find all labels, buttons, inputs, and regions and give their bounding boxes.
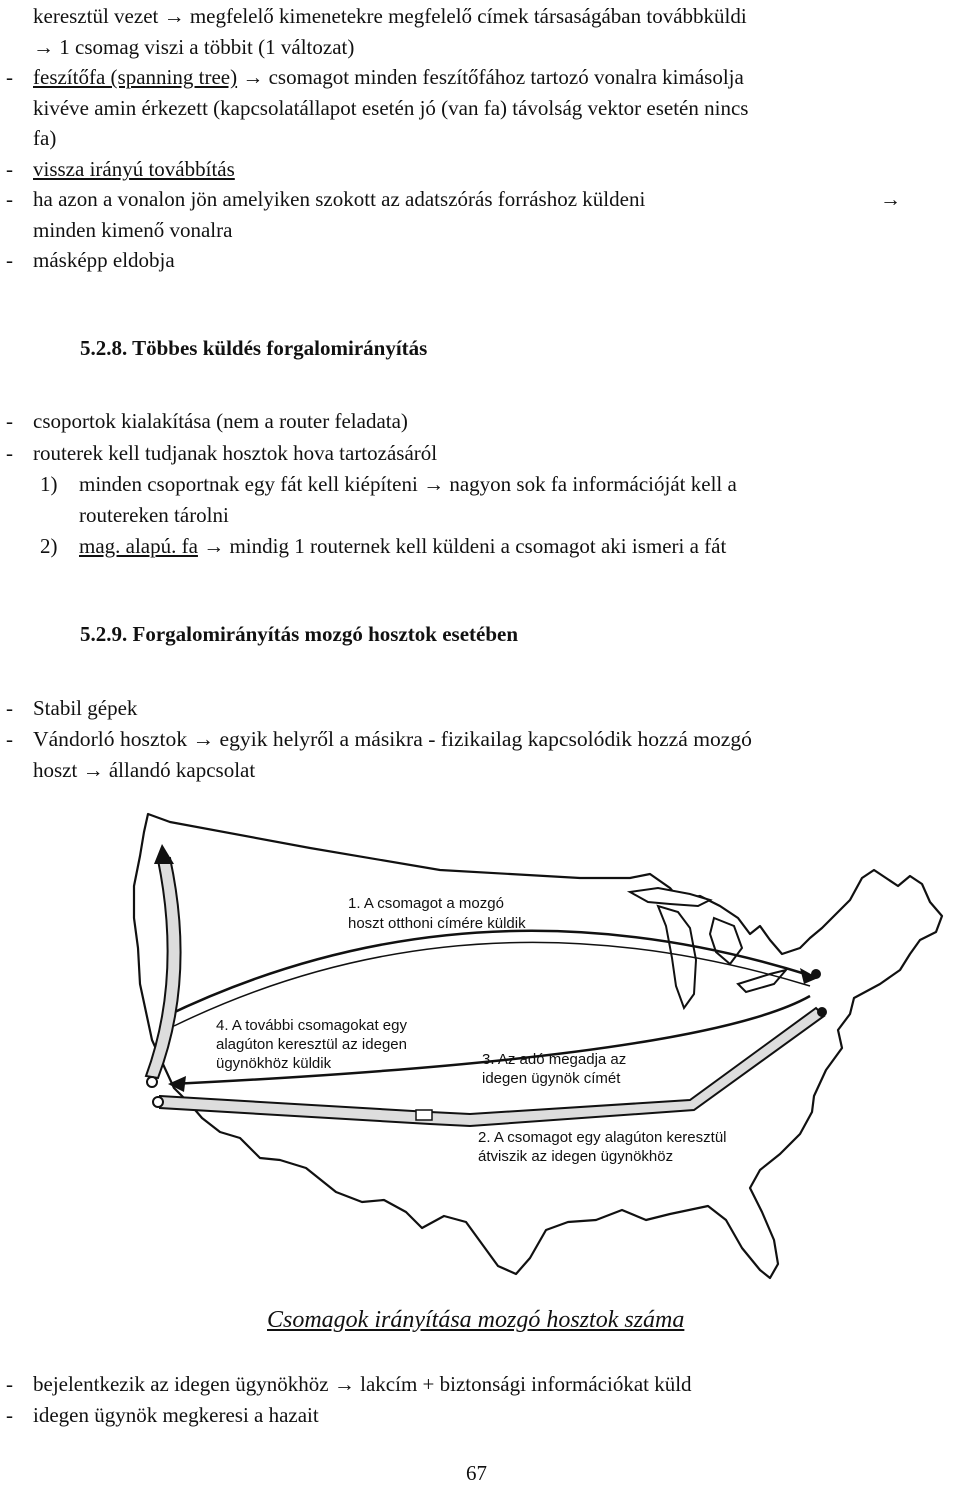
- text-line: kivéve amin érkezett (kapcsolatállapot esetén jó (van fa) távolság vektor esetén nincs: [33, 96, 749, 120]
- home-dot: [817, 1007, 827, 1017]
- text-line: routereken tárolni: [79, 503, 229, 527]
- list-number: 1): [40, 472, 58, 496]
- figure-caption: Csomagok irányítása mozgó hosztok száma: [267, 1307, 685, 1333]
- bullet-dash: -: [6, 157, 13, 181]
- text-line: Vándorló hosztok → egyik helyről a másikra - fizikailag kapcsolódik hozzá mozgó: [33, 727, 752, 751]
- text-line: ha azon a vonalon jön amelyiken szokott az adatszórás forráshoz küldeni: [33, 187, 646, 211]
- bullet-dash: -: [6, 409, 13, 433]
- bullet-dash: -: [6, 1372, 13, 1396]
- text-line: → 1 csomag viszi a többit (1 változat): [33, 35, 355, 59]
- bullet-dash: -: [6, 727, 13, 751]
- text-line: fa): [33, 126, 57, 150]
- bullet-dash: -: [6, 248, 13, 272]
- text-fragment: → csomagot minden feszítőfához tartozó vonalra kimásolja: [237, 65, 744, 89]
- text-fragment: → mindig 1 routernek kell küldeni a csomagot aki ismeri a fát: [197, 534, 727, 558]
- bullet-dash: -: [6, 187, 13, 211]
- section-heading: 5.2.8. Többes küldés forgalomirányítás: [80, 336, 428, 360]
- text-line: minden csoportnak egy fát kell kiépíteni → nagyon sok fa információját kell a: [79, 472, 737, 496]
- figure-label: átviszik az idegen ügynökhöz: [478, 1148, 674, 1165]
- text-line: másképp eldobja: [33, 248, 175, 272]
- bullet-dash: -: [6, 65, 13, 89]
- figure-label: alagúton keresztül az idegen: [216, 1036, 407, 1053]
- text-line: [33, 63, 744, 91]
- section-heading: 5.2.9. Forgalomirányítás mozgó hosztok esetében: [80, 622, 519, 646]
- figure-label: 4. A további csomagokat egy: [216, 1017, 407, 1034]
- text-line: keresztül vezet → megfelelő kimenetekre megfelelő címek társaságában továbbküldi: [33, 4, 747, 28]
- list-number: 2): [40, 534, 58, 558]
- text-line: bejelentkezik az idegen ügynökhöz → lakcím + biztonsági információkat küld: [33, 1372, 692, 1396]
- usa-map-figure: [110, 808, 956, 1304]
- figure-label: 2. A csomagot egy alagúton keresztül: [478, 1129, 727, 1146]
- figure-label: hoszt otthoni címére küldik: [348, 915, 526, 932]
- bullet-dash: -: [6, 696, 13, 720]
- text-line: hoszt → állandó kapcsolat: [33, 758, 256, 782]
- underlined-term: vissza irányú továbbítás: [33, 157, 235, 181]
- bullet-dash: -: [6, 441, 13, 465]
- text-line: [79, 532, 726, 560]
- host-dot: [147, 1077, 157, 1087]
- text-line: idegen ügynök megkeresi a hazait: [33, 1403, 319, 1427]
- text-line: minden kimenő vonalra: [33, 218, 233, 242]
- home-dot: [811, 969, 821, 979]
- figure-label: 1. A csomagot a mozgó: [348, 895, 504, 912]
- underlined-term: feszítőfa (spanning tree): [33, 65, 238, 89]
- arrow-glyph: →: [880, 187, 901, 211]
- text-line: routerek kell tudjanak hosztok hova tartozásáról: [33, 441, 438, 465]
- figure-label: idegen ügynök címét: [482, 1070, 621, 1087]
- bullet-dash: -: [6, 1403, 13, 1427]
- figure-label: 3. Az adó megadja az: [482, 1051, 627, 1068]
- text-line: Stabil gépek: [33, 696, 138, 720]
- agent-dot: [153, 1097, 163, 1107]
- text-line: csoportok kialakítása (nem a router feladata): [33, 409, 408, 433]
- tunnel-marker: [416, 1110, 432, 1120]
- page-number: 67: [466, 1461, 487, 1485]
- underlined-term: mag. alapú. fa: [79, 534, 198, 558]
- figure-label: ügynökhöz küldik: [216, 1055, 332, 1072]
